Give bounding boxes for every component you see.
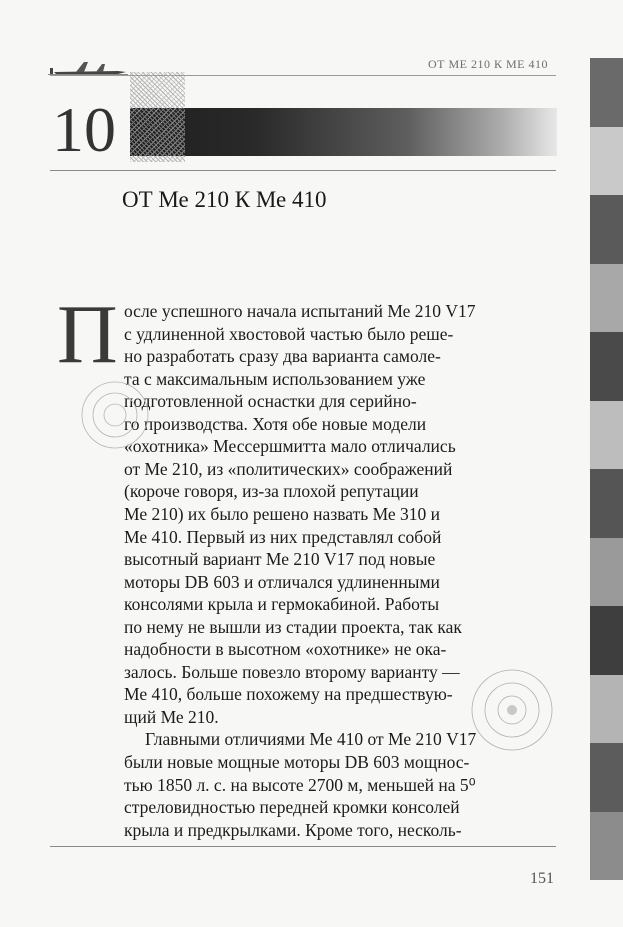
body-text-line: от Ме 210, из «политических» соображений (124, 458, 453, 479)
chapter-title: ОТ Ме 210 К Ме 410 (122, 187, 327, 212)
body-text-line: высотный вариант Ме 210 V17 под новые (124, 549, 436, 570)
header-rule (50, 75, 556, 76)
page-number: 151 (530, 870, 554, 887)
body-text-line: с удлиненной хвостовой частью было реше- (124, 323, 454, 344)
body-text-line: но разработать сразу два варианта самоле- (124, 346, 441, 367)
header-halftone-pattern (130, 72, 185, 162)
body-text-line: тью 1850 л. с. на высоте 2700 м, меньшей на 5⁰ (124, 774, 476, 795)
chapter-number: 10 (52, 94, 116, 165)
body-text-line: крыла и предкрылками. Кроме того, несколь- (124, 819, 462, 840)
title-rule (50, 170, 556, 171)
plane-silhouette-icon (48, 60, 128, 82)
body-text-line: моторы DB 603 и отличался удлиненными (124, 571, 440, 592)
chapter-header-band (130, 108, 557, 156)
body-text-line: го производства. Хотя обе новые модели (124, 413, 427, 434)
body-text-line: «охотника» Мессершмитта мало отличались (124, 436, 456, 457)
footer-rule (50, 846, 556, 847)
body-text-line: щий Ме 210. (124, 706, 219, 727)
body-text-line: надобности в высотном «охотнике» не ока- (124, 639, 447, 660)
body-text-line: та с максимальным использованием уже (124, 368, 426, 389)
body-text-line: Главными отличиями Ме 410 от Ме 210 V17 (145, 729, 477, 750)
body-text-line: стреловидностью передней кромки консолей (124, 797, 460, 818)
running-head: ОТ МЕ 210 К МЕ 410 (428, 57, 548, 71)
body-text-line: осле успешного начала испытаний Ме 210 V17 (124, 301, 476, 321)
body-text-line: Ме 210) их было решено назвать Ме 310 и (124, 503, 441, 524)
body-text-line: подготовленной оснастки для серийно- (124, 391, 417, 412)
body-text-line: были новые мощные моторы DB 603 мощнос- (124, 752, 470, 772)
body-text-line: консолями крыла и гермокабиной. Работы (124, 594, 440, 615)
body-text-line: Ме 410, больше похожему на предшествую- (124, 684, 453, 705)
page-edge-thumb-tabs (590, 58, 623, 880)
body-text-line: по нему не вышли из стадии проекта, так как (124, 616, 462, 637)
body-text-line: Ме 410. Первый из них представлял собой (124, 526, 442, 547)
body-text-line: (короче говоря, из-за плохой репутации (124, 481, 419, 502)
body-text-line: залось. Больше повезло второму варианту — (124, 661, 460, 682)
drop-cap: П (57, 288, 118, 381)
